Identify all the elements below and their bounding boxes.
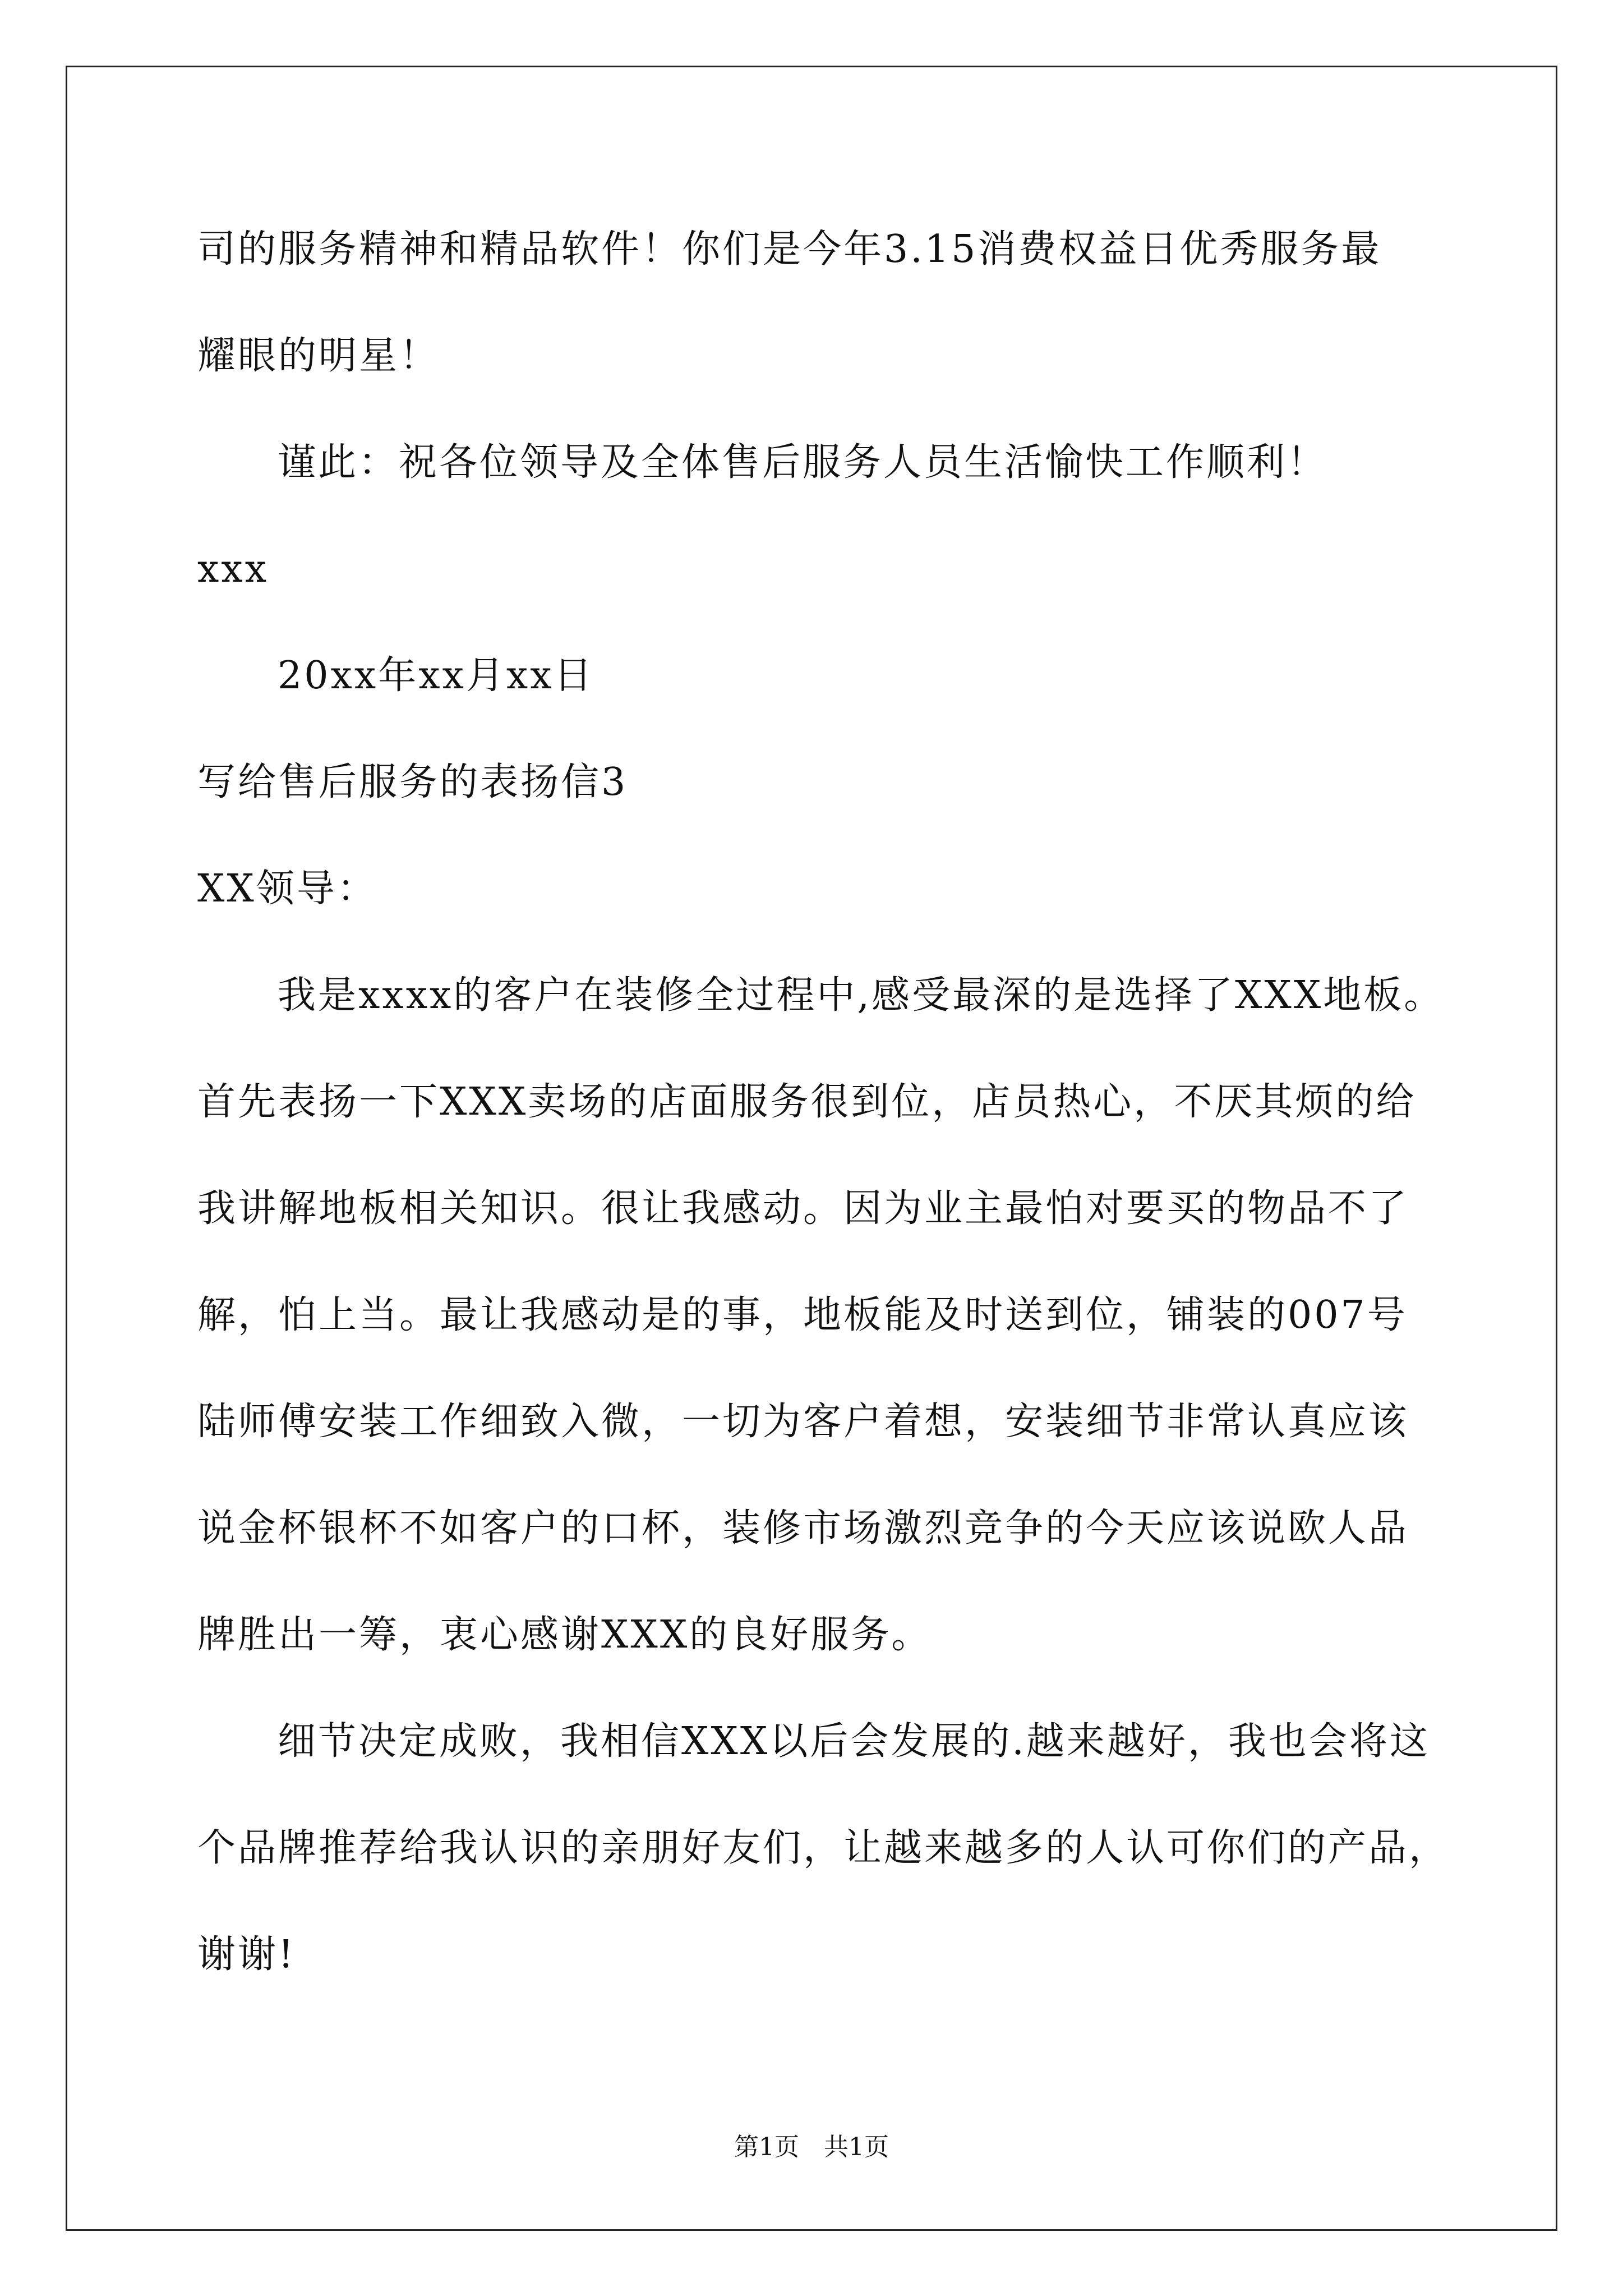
- salutation: XX领导：: [197, 867, 377, 911]
- text-line: 谨此：祝各位领导及全体售后服务人员生活愉快工作顺利！: [278, 440, 1328, 485]
- text-line: 个品牌推荐给我认识的亲朋好友们，让越来越多的人认可你们的产品，: [197, 1826, 1450, 1870]
- section-title: 写给售后服务的表扬信3: [197, 760, 628, 804]
- page-footer: 第1页 共1页: [734, 2133, 889, 2161]
- text-line: 我讲解地板相关知识。很让我感动。因为业主最怕对要买的物品不了: [197, 1186, 1409, 1231]
- date-line: 20xx年xx月xx日: [278, 654, 594, 698]
- text-line: 耀眼的明星！: [197, 334, 440, 378]
- text-line: 牌胜出一筹，衷心感谢XXX的良好服务。: [197, 1613, 932, 1657]
- text-line: 陆师傅安装工作细致入微，一切为客户着想，安装细节非常认真应该: [197, 1400, 1409, 1444]
- signature-name: xxx: [197, 547, 269, 591]
- text-line: 谢谢!: [197, 1932, 296, 1977]
- text-line: 解，怕上当。最让我感动是的事，地板能及时送到位，铺装的007号: [197, 1293, 1408, 1337]
- text-line: 司的服务精神和精品软件！你们是今年3.15消费权益日优秀服务最: [197, 227, 1382, 272]
- text-line: 首先表扬一下XXX卖场的店面服务很到位，店员热心，不厌其烦的给: [197, 1080, 1417, 1124]
- text-line: 说金杯银杯不如客户的口杯，装修市场激烈竞争的今天应该说欧人品: [197, 1506, 1409, 1550]
- page-border: [66, 66, 1557, 2231]
- text-line: 我是xxxx的客户在装修全过程中,感受最深的是选择了XXX地板。: [278, 973, 1445, 1018]
- text-line: 细节决定成败，我相信XXX以后会发展的.越来越好，我也会将这: [278, 1719, 1430, 1764]
